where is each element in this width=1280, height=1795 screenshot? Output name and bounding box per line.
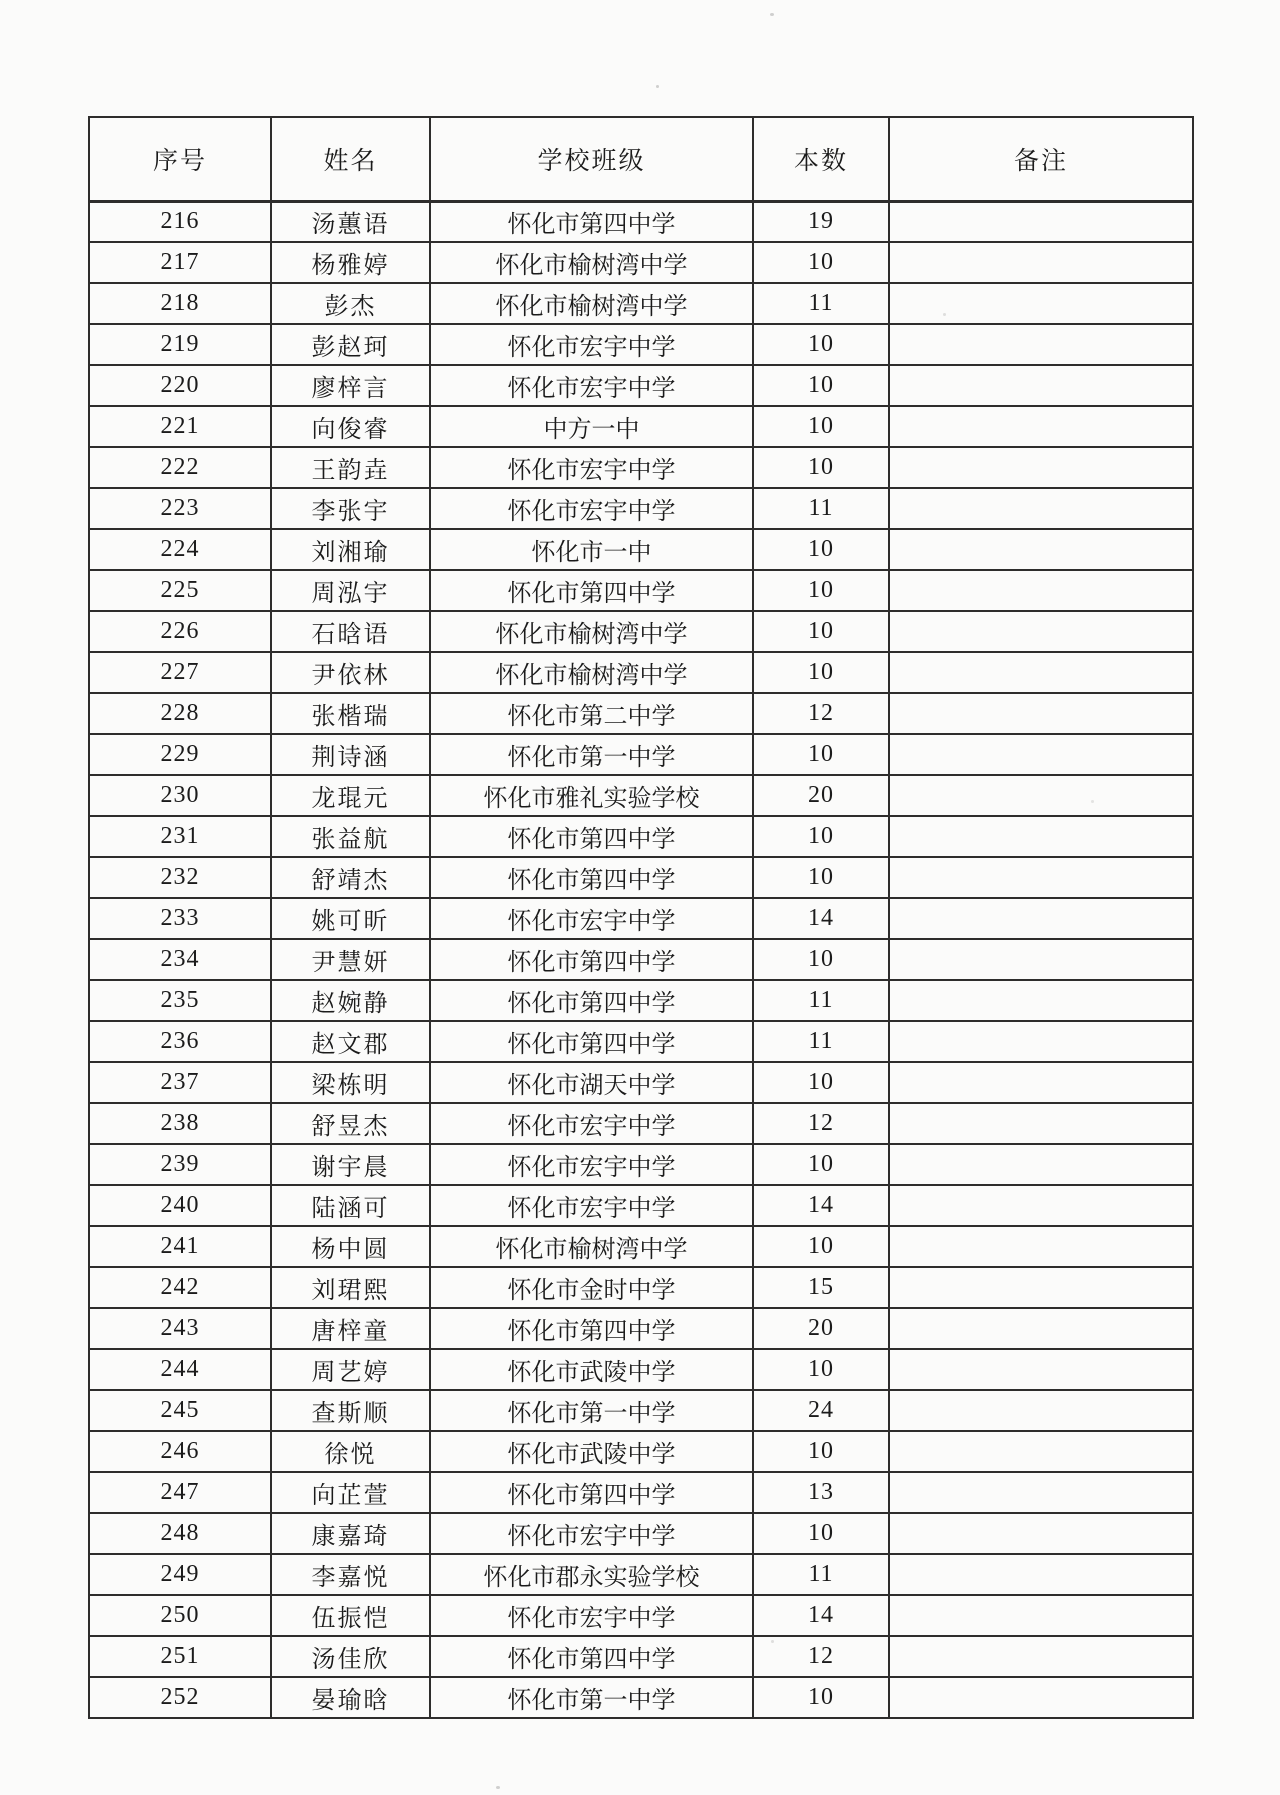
table-row: [89, 734, 1193, 775]
cell-name: 彭杰: [271, 283, 430, 324]
cell-remarks: [889, 324, 1193, 365]
cell-book-count: 10: [753, 1226, 889, 1267]
cell-book-count: 15: [753, 1267, 889, 1308]
cell-name: 廖梓言: [271, 365, 430, 406]
cell-remarks: [889, 611, 1193, 652]
cell-serial-number: 252: [89, 1677, 271, 1718]
cell-remarks: [889, 816, 1193, 857]
cell-book-count: 10: [753, 406, 889, 447]
table-row: [89, 611, 1193, 652]
table-row: [89, 242, 1193, 283]
cell-name: 尹慧妍: [271, 939, 430, 980]
cell-school-class: 怀化市榆树湾中学: [430, 652, 753, 693]
cell-book-count: 13: [753, 1472, 889, 1513]
cell-name: 向芷萱: [271, 1472, 430, 1513]
table-row: [89, 1062, 1193, 1103]
cell-name: 赵文郡: [271, 1021, 430, 1062]
cell-school-class: 怀化市郡永实验学校: [430, 1554, 753, 1595]
table-header-row: [89, 117, 1193, 201]
cell-school-class: 怀化市宏宇中学: [430, 324, 753, 365]
cell-name: 杨雅婷: [271, 242, 430, 283]
cell-name: 李张宇: [271, 488, 430, 529]
cell-school-class: 怀化市金时中学: [430, 1267, 753, 1308]
cell-remarks: [889, 1349, 1193, 1390]
cell-serial-number: 246: [89, 1431, 271, 1472]
cell-book-count: 12: [753, 693, 889, 734]
cell-name: 汤蕙语: [271, 201, 430, 242]
cell-book-count: 14: [753, 1185, 889, 1226]
cell-serial-number: 232: [89, 857, 271, 898]
cell-serial-number: 220: [89, 365, 271, 406]
cell-name: 杨中圆: [271, 1226, 430, 1267]
cell-serial-number: 234: [89, 939, 271, 980]
cell-remarks: [889, 1554, 1193, 1595]
cell-serial-number: 251: [89, 1636, 271, 1677]
cell-serial-number: 247: [89, 1472, 271, 1513]
cell-remarks: [889, 570, 1193, 611]
cell-serial-number: 217: [89, 242, 271, 283]
table-row: [89, 939, 1193, 980]
cell-book-count: 12: [753, 1103, 889, 1144]
table-row: [89, 570, 1193, 611]
cell-remarks: [889, 529, 1193, 570]
cell-remarks: [889, 447, 1193, 488]
table-row: [89, 898, 1193, 939]
cell-book-count: 10: [753, 611, 889, 652]
cell-book-count: 11: [753, 1554, 889, 1595]
table-body: [89, 201, 1193, 1718]
scan-speckle: [943, 313, 946, 316]
cell-school-class: 怀化市湖天中学: [430, 1062, 753, 1103]
table-row: [89, 1226, 1193, 1267]
cell-book-count: 10: [753, 1677, 889, 1718]
cell-name: 刘珺熙: [271, 1267, 430, 1308]
cell-serial-number: 222: [89, 447, 271, 488]
cell-name: 谢宇晨: [271, 1144, 430, 1185]
cell-serial-number: 250: [89, 1595, 271, 1636]
cell-book-count: 10: [753, 1349, 889, 1390]
cell-serial-number: 244: [89, 1349, 271, 1390]
cell-serial-number: 219: [89, 324, 271, 365]
scan-speckle: [656, 85, 659, 88]
cell-remarks: [889, 1103, 1193, 1144]
cell-serial-number: 216: [89, 201, 271, 242]
cell-name: 康嘉琦: [271, 1513, 430, 1554]
cell-serial-number: 249: [89, 1554, 271, 1595]
cell-name: 姚可昕: [271, 898, 430, 939]
cell-remarks: [889, 365, 1193, 406]
cell-name: 石晗语: [271, 611, 430, 652]
cell-book-count: 11: [753, 1021, 889, 1062]
cell-school-class: 怀化市宏宇中学: [430, 1513, 753, 1554]
cell-book-count: 14: [753, 898, 889, 939]
cell-book-count: 20: [753, 775, 889, 816]
cell-book-count: 10: [753, 365, 889, 406]
cell-serial-number: 241: [89, 1226, 271, 1267]
cell-remarks: [889, 1431, 1193, 1472]
cell-name: 徐悦: [271, 1431, 430, 1472]
table-row: [89, 1185, 1193, 1226]
cell-school-class: 怀化市宏宇中学: [430, 488, 753, 529]
cell-school-class: 怀化市第二中学: [430, 693, 753, 734]
cell-remarks: [889, 1185, 1193, 1226]
cell-name: 王韵垚: [271, 447, 430, 488]
cell-name: 尹依林: [271, 652, 430, 693]
header-school-class: 学校班级: [430, 117, 753, 201]
cell-school-class: 怀化市第四中学: [430, 201, 753, 242]
cell-name: 周泓宇: [271, 570, 430, 611]
cell-book-count: 10: [753, 734, 889, 775]
cell-book-count: 10: [753, 939, 889, 980]
table-row: [89, 857, 1193, 898]
table-row: [89, 283, 1193, 324]
cell-book-count: 10: [753, 1062, 889, 1103]
cell-remarks: [889, 652, 1193, 693]
table-row: [89, 488, 1193, 529]
cell-book-count: 10: [753, 857, 889, 898]
cell-serial-number: 223: [89, 488, 271, 529]
cell-remarks: [889, 1267, 1193, 1308]
table-row: [89, 775, 1193, 816]
cell-book-count: 10: [753, 447, 889, 488]
cell-school-class: 怀化市宏宇中学: [430, 1144, 753, 1185]
cell-serial-number: 238: [89, 1103, 271, 1144]
cell-remarks: [889, 980, 1193, 1021]
cell-school-class: 怀化市第四中学: [430, 570, 753, 611]
cell-name: 向俊睿: [271, 406, 430, 447]
cell-serial-number: 226: [89, 611, 271, 652]
cell-name: 梁栋明: [271, 1062, 430, 1103]
cell-book-count: 10: [753, 242, 889, 283]
cell-remarks: [889, 406, 1193, 447]
cell-serial-number: 235: [89, 980, 271, 1021]
cell-school-class: 中方一中: [430, 406, 753, 447]
cell-book-count: 10: [753, 652, 889, 693]
table-row: [89, 1431, 1193, 1472]
table-row: [89, 1267, 1193, 1308]
cell-remarks: [889, 1390, 1193, 1431]
cell-remarks: [889, 1226, 1193, 1267]
scan-speckle: [771, 1640, 774, 1643]
table-row: [89, 529, 1193, 570]
cell-name: 龙琨元: [271, 775, 430, 816]
roster-table: [88, 116, 1194, 1719]
cell-book-count: 11: [753, 283, 889, 324]
cell-serial-number: 239: [89, 1144, 271, 1185]
table-row: [89, 1021, 1193, 1062]
cell-school-class: 怀化市雅礼实验学校: [430, 775, 753, 816]
cell-name: 张楷瑞: [271, 693, 430, 734]
table-row: [89, 652, 1193, 693]
cell-remarks: [889, 1144, 1193, 1185]
cell-remarks: [889, 857, 1193, 898]
table-row: [89, 201, 1193, 242]
scan-speckle: [496, 1786, 500, 1789]
cell-name: 刘湘瑜: [271, 529, 430, 570]
cell-book-count: 10: [753, 1431, 889, 1472]
table-row: [89, 1513, 1193, 1554]
cell-name: 伍振恺: [271, 1595, 430, 1636]
cell-book-count: 14: [753, 1595, 889, 1636]
cell-serial-number: 228: [89, 693, 271, 734]
cell-school-class: 怀化市榆树湾中学: [430, 242, 753, 283]
cell-name: 舒昱杰: [271, 1103, 430, 1144]
cell-name: 周艺婷: [271, 1349, 430, 1390]
cell-name: 唐梓童: [271, 1308, 430, 1349]
cell-school-class: 怀化市第四中学: [430, 857, 753, 898]
cell-name: 舒靖杰: [271, 857, 430, 898]
cell-book-count: 24: [753, 1390, 889, 1431]
cell-name: 李嘉悦: [271, 1554, 430, 1595]
cell-remarks: [889, 283, 1193, 324]
cell-book-count: 10: [753, 324, 889, 365]
cell-school-class: 怀化市第一中学: [430, 1390, 753, 1431]
table-row: [89, 365, 1193, 406]
cell-school-class: 怀化市宏宇中学: [430, 447, 753, 488]
scan-speckle: [1091, 800, 1094, 803]
table-row: [89, 447, 1193, 488]
cell-name: 张益航: [271, 816, 430, 857]
cell-school-class: 怀化市第四中学: [430, 1636, 753, 1677]
table-row: [89, 1349, 1193, 1390]
cell-serial-number: 236: [89, 1021, 271, 1062]
cell-remarks: [889, 775, 1193, 816]
cell-remarks: [889, 734, 1193, 775]
cell-school-class: 怀化市第一中学: [430, 734, 753, 775]
cell-serial-number: 240: [89, 1185, 271, 1226]
table-row: [89, 1554, 1193, 1595]
cell-remarks: [889, 1636, 1193, 1677]
cell-school-class: 怀化市第一中学: [430, 1677, 753, 1718]
cell-school-class: 怀化市宏宇中学: [430, 1595, 753, 1636]
cell-school-class: 怀化市宏宇中学: [430, 1185, 753, 1226]
cell-serial-number: 230: [89, 775, 271, 816]
cell-school-class: 怀化市武陵中学: [430, 1349, 753, 1390]
table-row: [89, 1677, 1193, 1718]
cell-serial-number: 229: [89, 734, 271, 775]
cell-name: 汤佳欣: [271, 1636, 430, 1677]
table-row: [89, 1308, 1193, 1349]
cell-remarks: [889, 1513, 1193, 1554]
cell-school-class: 怀化市榆树湾中学: [430, 283, 753, 324]
cell-serial-number: 248: [89, 1513, 271, 1554]
cell-remarks: [889, 242, 1193, 283]
cell-serial-number: 227: [89, 652, 271, 693]
cell-school-class: 怀化市第四中学: [430, 1308, 753, 1349]
cell-serial-number: 231: [89, 816, 271, 857]
cell-serial-number: 243: [89, 1308, 271, 1349]
table-row: [89, 1103, 1193, 1144]
cell-school-class: 怀化市第四中学: [430, 1021, 753, 1062]
cell-book-count: 20: [753, 1308, 889, 1349]
cell-book-count: 10: [753, 570, 889, 611]
cell-book-count: 10: [753, 816, 889, 857]
table-row: [89, 693, 1193, 734]
table-row: [89, 1636, 1193, 1677]
cell-serial-number: 245: [89, 1390, 271, 1431]
cell-name: 查斯顺: [271, 1390, 430, 1431]
cell-remarks: [889, 1308, 1193, 1349]
header-name: 姓名: [271, 117, 430, 201]
cell-book-count: 11: [753, 488, 889, 529]
cell-name: 彭赵珂: [271, 324, 430, 365]
cell-name: 赵婉静: [271, 980, 430, 1021]
cell-remarks: [889, 939, 1193, 980]
cell-remarks: [889, 1472, 1193, 1513]
table-row: [89, 1390, 1193, 1431]
cell-school-class: 怀化市宏宇中学: [430, 365, 753, 406]
cell-serial-number: 233: [89, 898, 271, 939]
cell-book-count: 10: [753, 529, 889, 570]
cell-remarks: [889, 1021, 1193, 1062]
cell-school-class: 怀化市武陵中学: [430, 1431, 753, 1472]
scan-speckle: [770, 13, 774, 16]
cell-school-class: 怀化市第四中学: [430, 939, 753, 980]
cell-serial-number: 225: [89, 570, 271, 611]
cell-school-class: 怀化市第四中学: [430, 816, 753, 857]
table-row: [89, 1472, 1193, 1513]
cell-school-class: 怀化市第四中学: [430, 980, 753, 1021]
cell-serial-number: 237: [89, 1062, 271, 1103]
cell-book-count: 12: [753, 1636, 889, 1677]
table-row: [89, 1595, 1193, 1636]
cell-serial-number: 242: [89, 1267, 271, 1308]
table-row: [89, 980, 1193, 1021]
cell-serial-number: 224: [89, 529, 271, 570]
cell-name: 晏瑜晗: [271, 1677, 430, 1718]
cell-remarks: [889, 1062, 1193, 1103]
header-remarks: 备注: [889, 117, 1193, 201]
cell-serial-number: 221: [89, 406, 271, 447]
cell-book-count: 11: [753, 980, 889, 1021]
table-row: [89, 816, 1193, 857]
cell-book-count: 10: [753, 1513, 889, 1554]
cell-book-count: 19: [753, 201, 889, 242]
table-row: [89, 1144, 1193, 1185]
cell-school-class: 怀化市榆树湾中学: [430, 1226, 753, 1267]
cell-school-class: 怀化市榆树湾中学: [430, 611, 753, 652]
cell-book-count: 10: [753, 1144, 889, 1185]
header-book-count: 本数: [753, 117, 889, 201]
cell-serial-number: 218: [89, 283, 271, 324]
cell-school-class: 怀化市第四中学: [430, 1472, 753, 1513]
cell-name: 荆诗涵: [271, 734, 430, 775]
cell-remarks: [889, 693, 1193, 734]
table-row: [89, 406, 1193, 447]
cell-remarks: [889, 488, 1193, 529]
header-serial-number: 序号: [89, 117, 271, 201]
cell-remarks: [889, 898, 1193, 939]
table-row: [89, 324, 1193, 365]
cell-name: 陆涵可: [271, 1185, 430, 1226]
cell-school-class: 怀化市宏宇中学: [430, 1103, 753, 1144]
cell-remarks: [889, 201, 1193, 242]
cell-remarks: [889, 1677, 1193, 1718]
cell-remarks: [889, 1595, 1193, 1636]
cell-school-class: 怀化市宏宇中学: [430, 898, 753, 939]
cell-school-class: 怀化市一中: [430, 529, 753, 570]
